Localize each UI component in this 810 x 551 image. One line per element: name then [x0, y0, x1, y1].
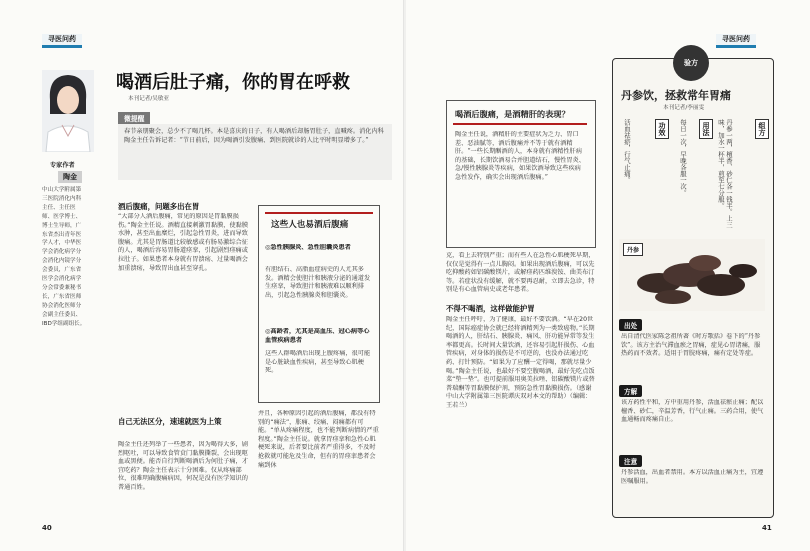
liver-box-title: 喝酒后腹痛，是酒精肝的表现？ [455, 109, 570, 119]
reminder-text: 春节亲朋聚会，总少不了喝几杯。本是喜庆的日子，有人喝酒后却肠胃肚子，直喊疼。消化内科陶金主任告诉记者：“节日前后，因为喝酒引发腹痛、到医院就诊的人比平时明显增多了。” [118, 124, 392, 180]
remedy-badge: 验方 [673, 45, 709, 81]
gongxiao-label: 功效 [655, 119, 669, 139]
article-byline: 本刊记者/吴敏亚 [128, 96, 170, 102]
article-title: 喝酒后肚子痛，你的胃在呼救 [116, 72, 350, 93]
fangjie-label: 方解 [619, 385, 642, 397]
risk-box [258, 205, 380, 403]
zhuyi-text: 丹参活血，出血者禁用。本方以活血止痛为主，宜遵医嘱服用。 [621, 469, 764, 485]
remedy-byline: 本刊记者/李丽雯 [663, 105, 705, 111]
expert-bio: 中山大学附属第三医院消化内科主任、主任医师、医学博士、博士生导师，广东省杰出青年医学人才，中华医学会消化病学分会消化内镜学分会委员，广东省医学会消化病学分会常委兼秘书长，广东省医师协会消化医师分会副主任委员、IBD学组副组长。 [42, 187, 86, 327]
yongfa-label: 用法 [699, 119, 713, 139]
section3-text: 陶金主任呼吁，为了健康，最好不要饮酒。“早在20世纪，国际癌症协会就已经将酒精列为一类致癌物。”长期喝酒的人，肝结石、胰腺炎、痛风、肝功能异常等发生率都更高。长时间大量饮酒，还容易引起肝损伤、心血管疾病，对身体的损伤是不可逆的，也没办法通过吃药、打针预防。“如果为了应酬一定得喝，那就尽量少喝。”陶金主任说，也最好不要空腹喝酒，最好先吃点饭菜“垫一垫”。也可提前服用奥美拉唑、铝碳酸镁片或替普瑞酮等胃黏膜保护剂，预防急性胃黏膜损伤。（感谢中山大学附属第三医院谭庆双对本文的帮助）（编辑：王若兰） [446, 316, 595, 409]
left-page [0, 0, 404, 551]
yongfa-text: 每日一次，早晚各服一次。 [679, 119, 687, 196]
remedy-title: 丹参饮，拯救常年胃痛 [621, 89, 731, 102]
risk-box-text2: 这些人群喝酒后出现上腹疼痛，很可能是心脏缺血性疾病，甚至导致心肌梗死。 [265, 350, 371, 375]
chuchu-text: 出自清代医家陈念祖所著《时方歌括》卷下的“丹参饮”。该方主治气滞血瘀之胃痛，症见心胃诸痛，服热药而不效者。适用于胃脘疼痛，痛有定处等症。 [621, 333, 761, 358]
zufang-text: 丹参一两，檀香、砂仁各一钱半。上三味，加水一杯半，煎至七分服。 [717, 119, 733, 228]
fangjie-text: 该方药性平和，方中重用丹参，活血祛瘀止痛；配以檀香、砂仁，辛温芳香，行气止痛。三药合用，使气血通畅而疼痛自止。 [621, 399, 764, 424]
risk-box-sub2: ◎高龄者，尤其是高血压、冠心病等心血管疾病患者 [265, 328, 370, 344]
expert-photo [42, 70, 94, 152]
page-number-right: 41 [762, 524, 772, 532]
chuchu-label: 出处 [619, 319, 642, 331]
continued-text: 克，看上去特别严重；而有些人在急性心肌梗死早期，仅仅是觉得有一点儿胸闷。如果出现酒后腹痛，可以先吃抑酸药如铝碳酸镁片，或解痉药匹维溴铵、曲美布汀等。若症状没有缓解，就不要再忍耐，立即去急诊，特别是有心血管病史或老年患者。 [446, 252, 595, 294]
liver-box-bar [453, 123, 587, 125]
expert-role: 专家作者 [50, 162, 75, 169]
page-number-left: 40 [42, 524, 52, 532]
column-tag-right: 寻医问药 [716, 34, 756, 48]
zufang-label: 组方 [755, 119, 769, 139]
reminder-label: 微提醒 [118, 112, 150, 124]
column-tag: 寻医问药 [42, 34, 82, 48]
herb-label: 丹参 [623, 243, 643, 256]
risk-box-text1: 有胆结石、高脂血症病史的人尤其多发。酒精会使胆汁和胰液分泌的通道发生痉挛，导致胆汁和胰液难以顺利排出，引起急性胰腺炎和胆囊炎。 [265, 266, 371, 299]
right-page [406, 0, 810, 551]
section3-title: 不得不喝酒，这样做能护胃 [446, 304, 535, 313]
liver-box-text: 陶金主任说，酒精肝的主要症状为乏力、胃口差、恶油腻等，酒后腹痛并不等于就有酒精肝。“一些长期酗酒的人，本身就有酒精性肝病的基础，长期饮酒易合并胆道结石，慢性胃炎、急/慢性胰腺炎等疾病，如果饮酒导致这些疾病急性发作，确实会出现酒后腹痛。” [455, 131, 585, 181]
section1-title: 酒后腹痛，问题多出在胃 [118, 202, 200, 211]
middle-text: 并且，各种原因引起的酒后腹痛，都没有特别的“痛法”，胀痛、绞痛、闷痛都有可能。“单从疼痛程度，也不能判断病情的严重程度。”陶金主任说。就拿胃痉挛和急性心肌梗死来说，后者要比前者严重得多，不及时抢救就可能危及生命，但有的胃痉挛患者会痛到休 [258, 410, 379, 469]
section1-text: “大部分人酒后腹痛，常见的原因是胃黏膜损伤。”陶金主任说。酒精直接刺激胃黏膜，使黏膜水肿，甚至出血糜烂，引起急性胃炎，进而导致腹痛。尤其是胃肠道比较敏感或有肠易激综合征的人，喝酒后容易胃肠道痉挛，引起剧烈痉痛或拉肚子。如果患者本身就有胃溃疡、过量喝酒会加重溃疡，导致胃出血甚至穿孔。 [118, 213, 249, 272]
section2-title: 自己无法区分，速速就医为上策 [118, 417, 222, 426]
section2-text: 陶金主任还列举了一些患者，因为喝得大多，剧烈呕吐，可以导致食管贲门黏膜撕裂，会出现呕血或黑便。能否自行判断喝酒后为何肚子痛，才宜吃药？陶金主任表示十分困难。仅从疼痛部位，很难明确腹痛病因，何况是没有医学知识的普通百姓。 [118, 441, 248, 491]
zhuyi-label: 注意 [619, 455, 642, 467]
gongxiao-text: 活血祛瘀，行气止痛。 [623, 119, 631, 183]
risk-box-bar [265, 212, 373, 214]
risk-box-sub1: ◎急性胰腺炎、急性胆囊炎患者 [265, 244, 351, 251]
liver-box [446, 100, 596, 248]
expert-name: 陶金 [58, 171, 82, 183]
remedy-sidebar [612, 58, 774, 518]
risk-box-title: 这些人也易酒后腹痛 [271, 220, 349, 230]
